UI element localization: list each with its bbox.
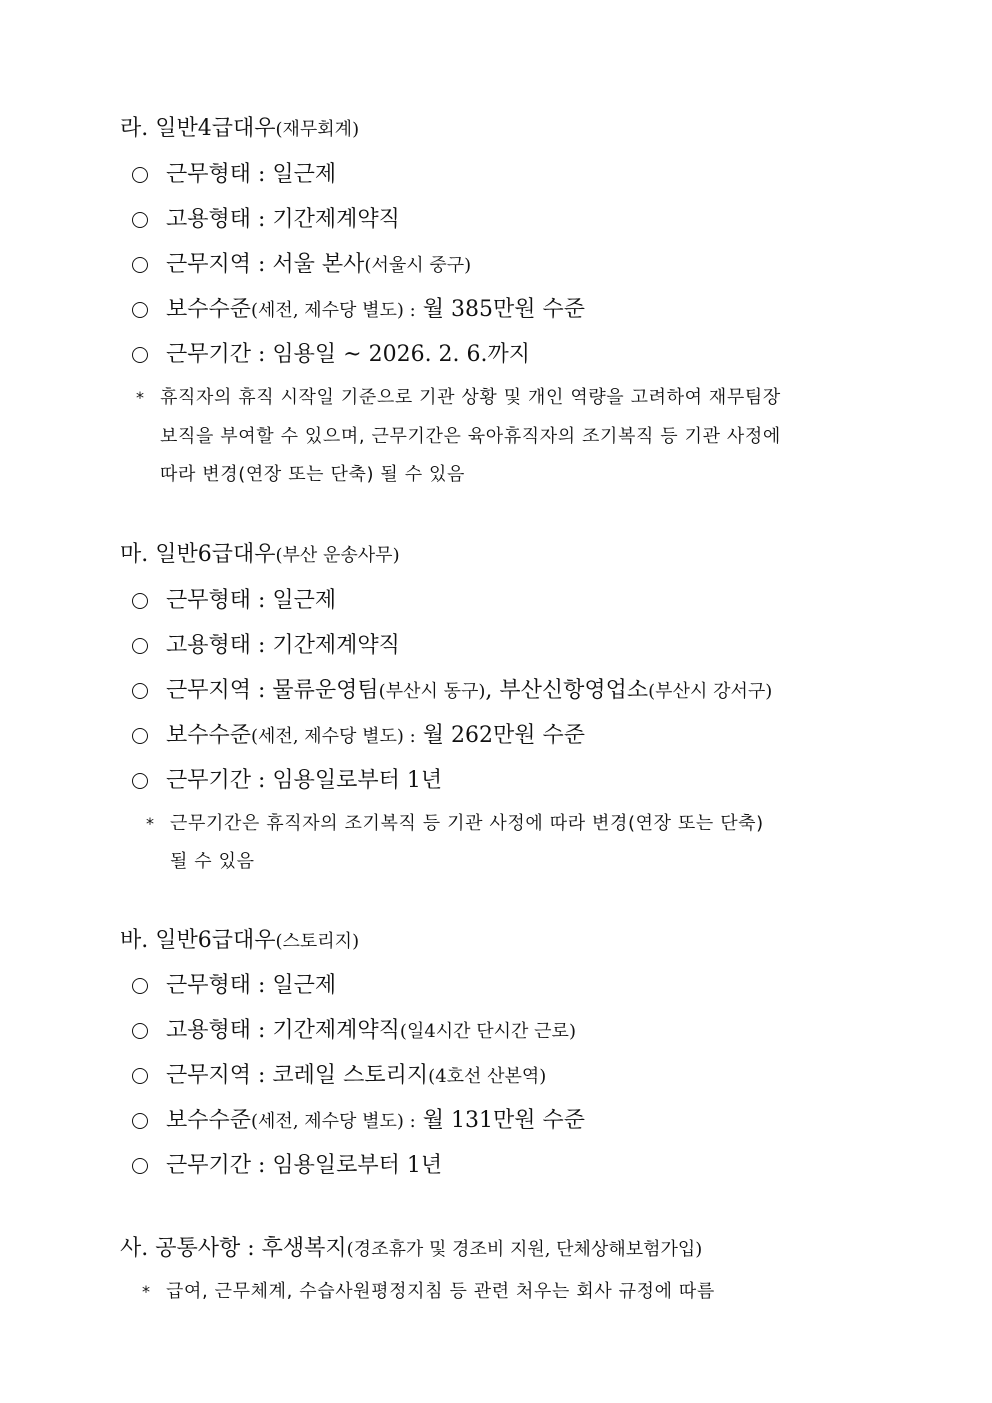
circle-bullet-icon <box>132 1068 148 1084</box>
note-line: * 근무기간은 휴직자의 조기복직 등 기관 사정에 따라 변경(연장 또는 단축) <box>170 811 764 837</box>
list-item: 근무지역 : 물류운영팀(부산시 동구), 부산신항영업소(부산시 강서구) <box>132 676 772 707</box>
note-line: * 휴직자의 휴직 시작일 기준으로 기관 상황 및 개인 역량을 고려하여 재무팀장 <box>160 385 781 411</box>
list-item: 고용형태 : 기간제계약직(일4시간 단시간 근로) <box>132 1016 576 1047</box>
list-item: 근무형태 : 일근제 <box>132 586 336 616</box>
circle-bullet-icon <box>132 638 148 654</box>
circle-bullet-icon <box>132 302 148 318</box>
circle-bullet-icon <box>132 728 148 744</box>
list-item: 보수수준(세전, 제수당 별도) : 월 131만원 수준 <box>132 1106 585 1137</box>
section-heading-ba: 바. 일반6급대우(스토리지) <box>120 928 360 953</box>
circle-bullet-icon <box>132 683 148 699</box>
note-line: * 급여, 근무체계, 수습사원평정지침 등 관련 처우는 회사 규정에 따름 <box>166 1279 715 1305</box>
circle-bullet-icon <box>132 167 148 183</box>
circle-bullet-icon <box>132 1113 148 1129</box>
list-item: 근무지역 : 코레일 스토리지(4호선 산본역) <box>132 1061 546 1092</box>
circle-bullet-icon <box>132 593 148 609</box>
circle-bullet-icon <box>132 1158 148 1174</box>
list-item: 근무형태 : 일근제 <box>132 971 336 1001</box>
note-line: 보직을 부여할 수 있으며, 근무기간은 육아휴직자의 조기복직 등 기관 사정에 <box>160 426 781 447</box>
circle-bullet-icon <box>132 257 148 273</box>
asterisk-icon: * <box>146 814 155 833</box>
note-line: 따라 변경(연장 또는 단축) 될 수 있음 <box>160 464 466 485</box>
list-item: 보수수준(세전, 제수당 별도) : 월 385만원 수준 <box>132 295 585 326</box>
note-line: 될 수 있음 <box>170 851 255 872</box>
list-item: 근무기간 : 임용일로부터 1년 <box>132 766 442 796</box>
asterisk-icon: * <box>142 1282 151 1301</box>
section-heading-sa: 사. 공통사항 : 후생복지(경조휴가 및 경조비 지원, 단체상해보험가입) <box>120 1236 703 1261</box>
list-item: 고용형태 : 기간제계약직 <box>132 631 400 661</box>
list-item: 근무형태 : 일근제 <box>132 160 336 190</box>
circle-bullet-icon <box>132 773 148 789</box>
circle-bullet-icon <box>132 978 148 994</box>
list-item: 근무지역 : 서울 본사(서울시 중구) <box>132 250 471 281</box>
circle-bullet-icon <box>132 347 148 363</box>
list-item: 고용형태 : 기간제계약직 <box>132 205 400 235</box>
section-heading-ra: 라. 일반4급대우(재무회계) <box>120 116 360 141</box>
section-heading-ma: 마. 일반6급대우(부산 운송사무) <box>120 542 400 567</box>
list-item: 보수수준(세전, 제수당 별도) : 월 262만원 수준 <box>132 721 585 752</box>
list-item: 근무기간 : 임용일로부터 1년 <box>132 1151 442 1181</box>
asterisk-icon: * <box>136 388 145 407</box>
circle-bullet-icon <box>132 212 148 228</box>
list-item: 근무기간 : 임용일 ~ 2026. 2. 6.까지 <box>132 340 530 370</box>
circle-bullet-icon <box>132 1023 148 1039</box>
